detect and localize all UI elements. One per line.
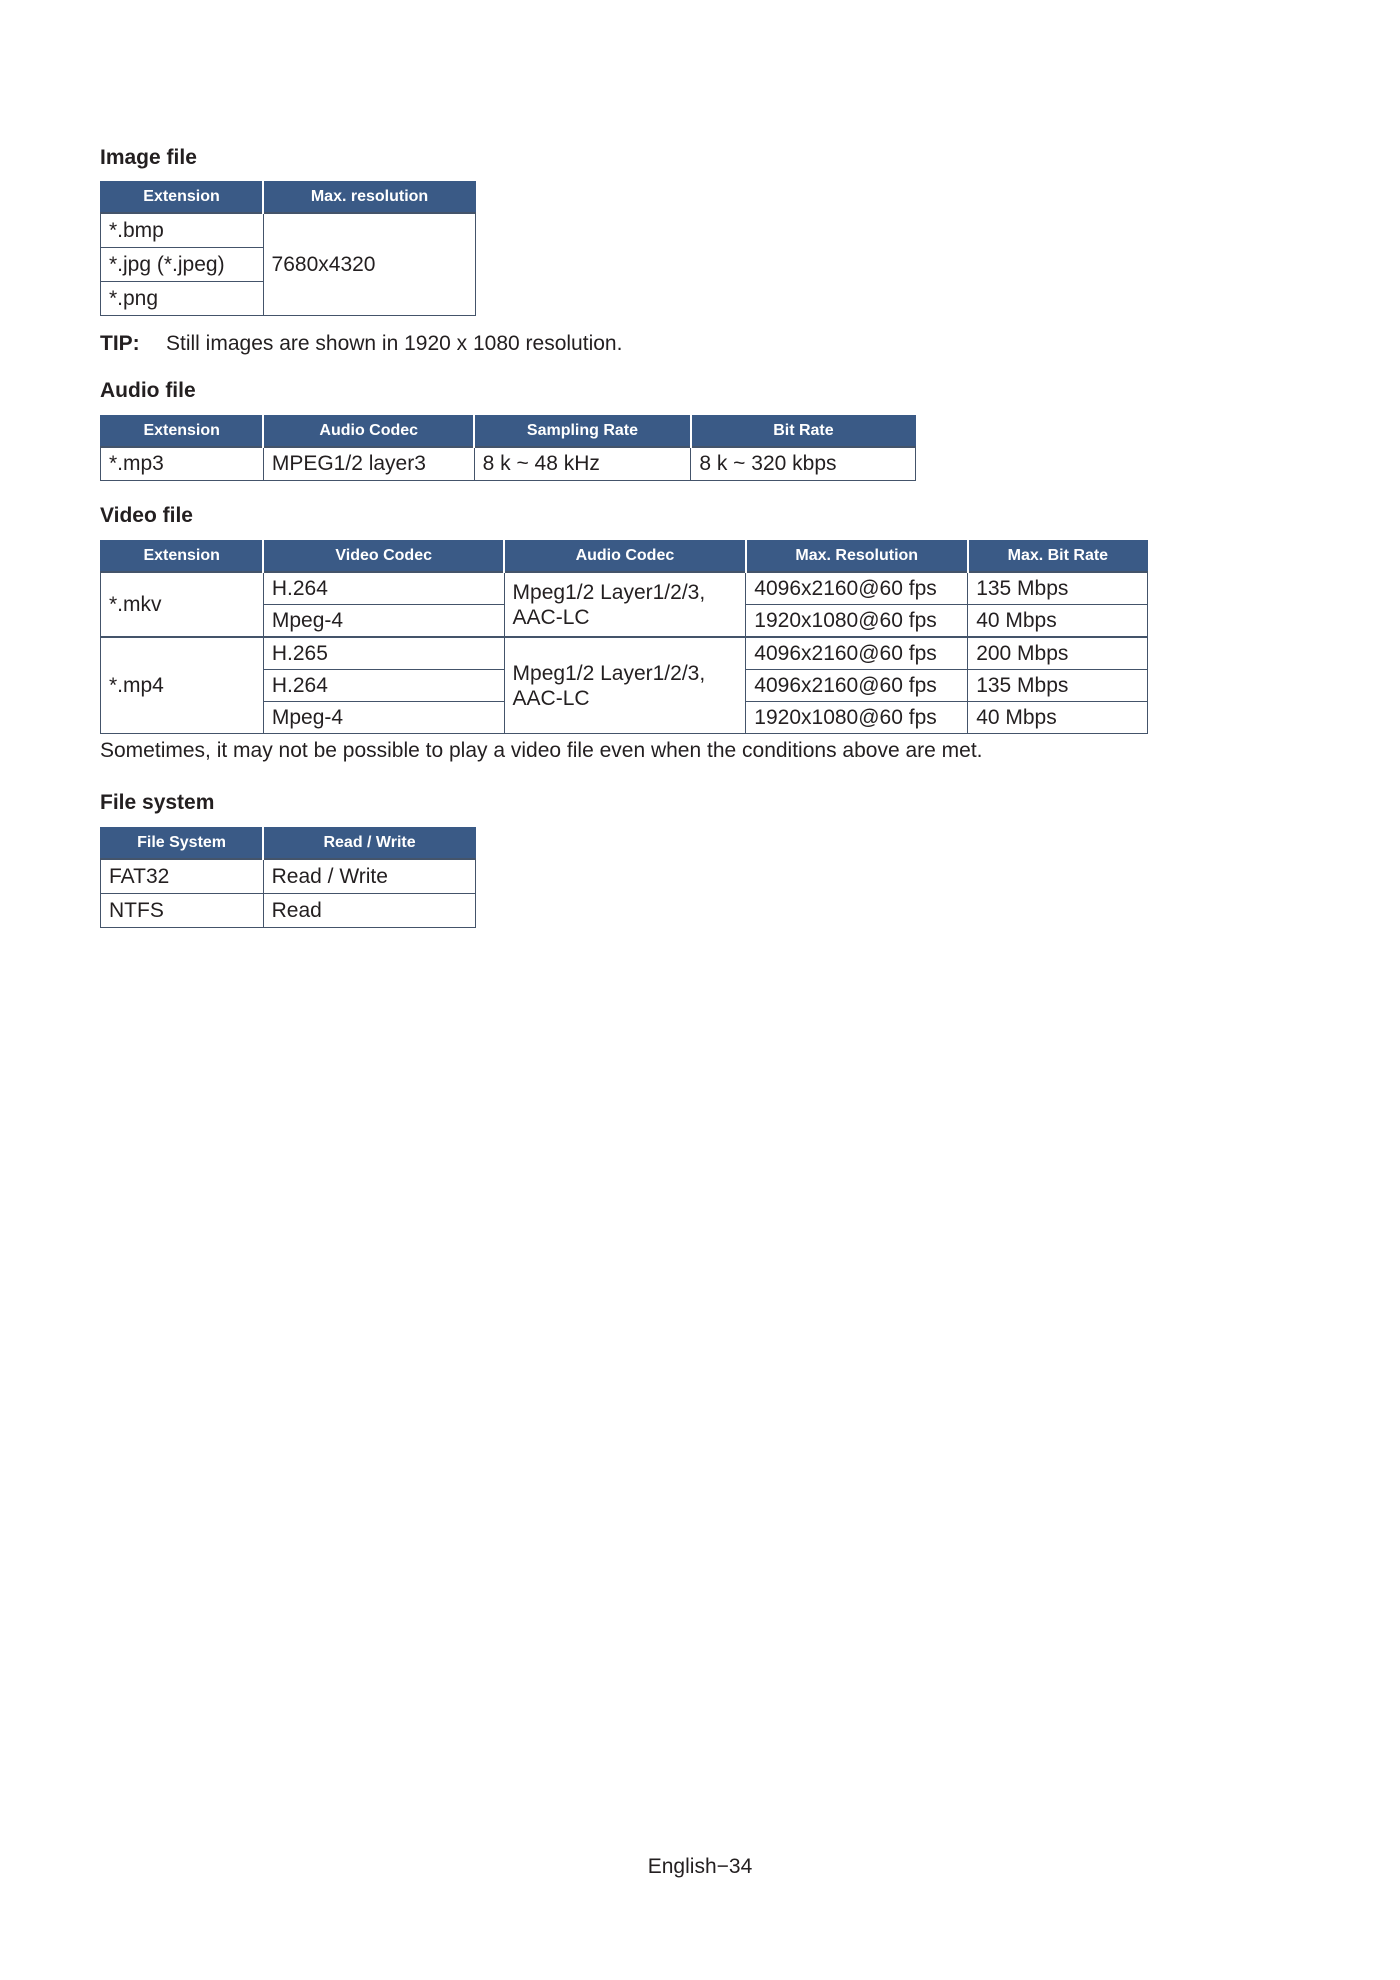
column-header: Audio Codec: [263, 416, 474, 448]
max-bit-rate-cell: 135 Mbps: [968, 670, 1148, 702]
file-system-table: [100, 827, 476, 928]
video-codec-cell: H.264: [263, 670, 504, 702]
read-write-cell: Read: [263, 894, 475, 928]
column-header: Extension: [101, 416, 264, 448]
audio-codec-cell: Mpeg1/2 Layer1/2/3, AAC-LC: [504, 572, 746, 637]
max-resolution-cell: 4096x2160@60 fps: [746, 670, 968, 702]
max-resolution-cell: 7680x4320: [263, 213, 475, 316]
column-header: Video Codec: [263, 541, 504, 573]
column-header: Max. Resolution: [746, 541, 968, 573]
column-header: Audio Codec: [504, 541, 746, 573]
sampling-rate-cell: 8 k ~ 48 kHz: [474, 447, 691, 481]
video-file-heading: Video file: [100, 504, 193, 527]
column-header: File System: [101, 828, 264, 860]
table-header-row: [101, 182, 476, 214]
file-system-cell: FAT32: [101, 859, 264, 894]
audio-codec-cell: MPEG1/2 layer3: [263, 447, 474, 481]
max-resolution-cell: 1920x1080@60 fps: [746, 702, 968, 734]
page-number: English−34: [647, 1855, 753, 1878]
file-system-heading: File system: [100, 791, 215, 814]
file-system-cell: NTFS: [101, 894, 264, 928]
table-row: [101, 213, 476, 248]
extension-cell: *.jpg (*.jpeg): [101, 248, 264, 282]
column-header: Read / Write: [263, 828, 475, 860]
video-codec-cell: Mpeg-4: [263, 702, 504, 734]
tip-text: Still images are shown in 1920 x 1080 resolution.: [166, 332, 623, 355]
read-write-cell: Read / Write: [263, 859, 475, 894]
max-bit-rate-cell: 40 Mbps: [968, 702, 1148, 734]
extension-cell: *.bmp: [101, 213, 264, 248]
audio-file-table: [100, 415, 916, 481]
max-bit-rate-cell: 200 Mbps: [968, 637, 1148, 670]
extension-cell: *.png: [101, 282, 264, 316]
max-bit-rate-cell: 135 Mbps: [968, 572, 1148, 605]
video-file-table: [100, 540, 1148, 734]
audio-codec-cell: Mpeg1/2 Layer1/2/3, AAC-LC: [504, 637, 746, 734]
column-header: Extension: [101, 541, 264, 573]
extension-cell: *.mp3: [101, 447, 264, 481]
video-codec-cell: H.264: [263, 572, 504, 605]
max-resolution-cell: 4096x2160@60 fps: [746, 637, 968, 670]
column-header: Sampling Rate: [474, 416, 691, 448]
extension-cell: *.mp4: [101, 637, 264, 734]
max-resolution-cell: 4096x2160@60 fps: [746, 572, 968, 605]
tip-note: [100, 332, 622, 356]
extension-cell: *.mkv: [101, 572, 264, 637]
column-header: Extension: [101, 182, 264, 214]
table-header-row: [101, 828, 476, 860]
video-playback-note: Sometimes, it may not be possible to play a video file even when the conditions above are met.: [100, 739, 983, 762]
table-row: [101, 572, 1148, 605]
video-codec-cell: H.265: [263, 637, 504, 670]
table-row: [101, 637, 1148, 670]
column-header: Bit Rate: [691, 416, 916, 448]
video-codec-cell: Mpeg-4: [263, 605, 504, 638]
table-row: [101, 447, 916, 481]
max-resolution-cell: 1920x1080@60 fps: [746, 605, 968, 638]
max-bit-rate-cell: 40 Mbps: [968, 605, 1148, 638]
bit-rate-cell: 8 k ~ 320 kbps: [691, 447, 916, 481]
audio-file-heading: Audio file: [100, 379, 196, 402]
column-header: Max. resolution: [263, 182, 475, 214]
column-header: Max. Bit Rate: [968, 541, 1148, 573]
image-file-table: [100, 181, 476, 316]
table-row: [101, 894, 476, 928]
table-row: [101, 859, 476, 894]
tip-label: TIP:: [100, 332, 140, 355]
image-file-heading: Image file: [100, 146, 197, 169]
table-header-row: [101, 416, 916, 448]
table-header-row: [101, 541, 1148, 573]
